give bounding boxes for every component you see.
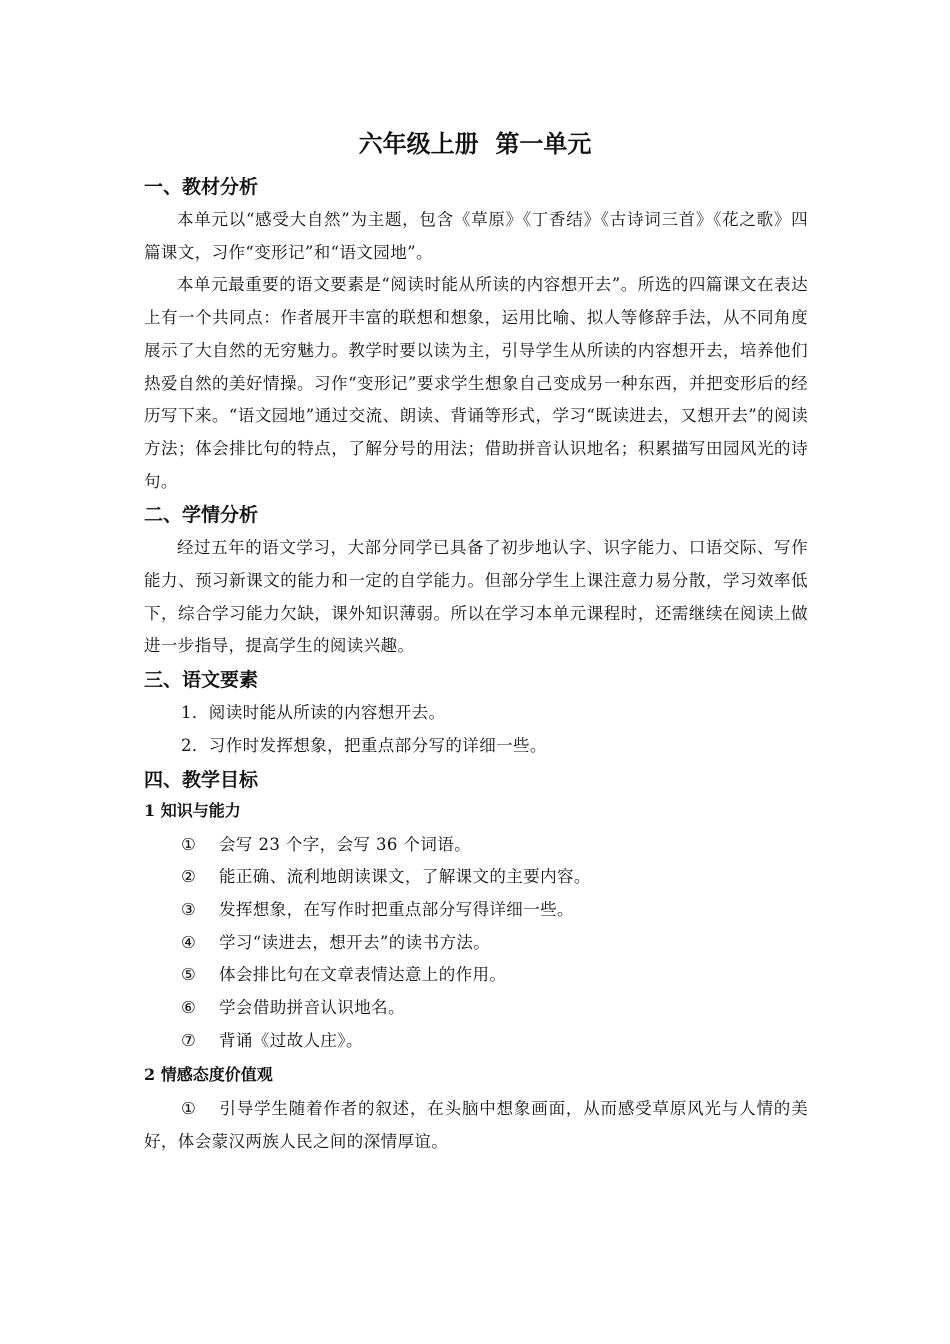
section-heading-textbook-analysis: 一、教材分析 <box>144 176 259 198</box>
item-text: 发挥想象，在写作时把重点部分写得详细一些。 <box>219 899 574 919</box>
item-number: ① <box>181 1099 197 1119</box>
list-item <box>144 1093 808 1158</box>
list-item <box>144 927 808 960</box>
list-item <box>144 1025 808 1058</box>
document-body <box>144 170 808 1159</box>
item-number: ⑤ <box>181 965 197 985</box>
list-item <box>144 894 808 927</box>
item-number: ① <box>181 834 197 854</box>
list-item <box>144 861 808 894</box>
item-number: ⑦ <box>181 1030 197 1050</box>
section-heading-language-elements: 三、语文要素 <box>144 669 259 692</box>
item-text: 能正确、流利地朗读课文，了解课文的主要内容。 <box>219 867 591 887</box>
list-item <box>144 992 808 1025</box>
paragraph: 经过五年的语文学习，大部分同学已具备了初步地认字、识字能力、口语交际、写作能力、预习新课文的能力和一定的自学能力。但部分学生上课注意力易分散，学习效率低下，综合学习能力欠缺，课外知识薄弱。所以在学习本单元课程时，还需继续在阅读上做进一步指导，提高学生的阅读兴趣。 <box>144 538 808 656</box>
list-item: 1．阅读时能从所读的内容想开去。 <box>181 703 446 723</box>
item-number: ② <box>181 867 197 887</box>
item-number: ④ <box>181 932 197 952</box>
paragraph: 本单元最重要的语文要素是“阅读时能从所读的内容想开去”。所选的四篇课文在表达上有一个共同点：作者展开丰富的联想和想象，运用比喻、拟人等修辞手法，从不同角度展示了大自然的无穷魅力。教学时要以读为主，引导学生从所读的内容想开去，培养他们热爱自然的美好情操。习作“变形记”要求学生想象自己变成另一种东西，并把变形后的经历写下来。“语文园地”通过交流、朗读、背诵等形式，学习“既读进去，又想开去”的阅读方法；体会排比句的特点，了解分号的用法；借助拼音认识地名；积累描写田园风光的诗句。 <box>144 275 808 491</box>
item-text: 学会借助拼音认识地名。 <box>219 998 405 1018</box>
item-text: 引导学生随着作者的叙述，在头脑中想象画面，从而感受草原风光与人情的美好，体会蒙汉两族人民之间的深情厚谊。 <box>144 1099 808 1152</box>
subsection-heading-knowledge: 1 知识与能力 <box>144 800 241 820</box>
item-number: ③ <box>181 899 197 919</box>
list-item: 2．习作时发挥想象，把重点部分写的详细一些。 <box>181 735 547 755</box>
subsection-heading-emotion-values: 2 情感态度价值观 <box>144 1065 273 1085</box>
section-heading-teaching-goals: 四、教学目标 <box>144 768 259 791</box>
section-heading-student-analysis: 二、学情分析 <box>144 504 259 527</box>
paragraph: 本单元以“感受大自然”为主题，包含《草原》《丁香结》《古诗词三首》《花之歌》四篇课文，习作“变形记”和“语文园地”。 <box>144 210 808 262</box>
item-text: 学习“读进去，想开去”的读书方法。 <box>219 932 491 952</box>
item-text: 体会排比句在文章表情达意上的作用。 <box>219 965 507 985</box>
list-item <box>144 959 808 992</box>
item-number: ⑥ <box>181 998 197 1018</box>
item-text: 背诵《过故人庄》。 <box>219 1030 363 1050</box>
document-title: 六年级上册 第一单元 <box>358 130 592 158</box>
list-item <box>144 829 808 862</box>
item-text: 会写 23 个字，会写 36 个词语。 <box>219 834 472 854</box>
